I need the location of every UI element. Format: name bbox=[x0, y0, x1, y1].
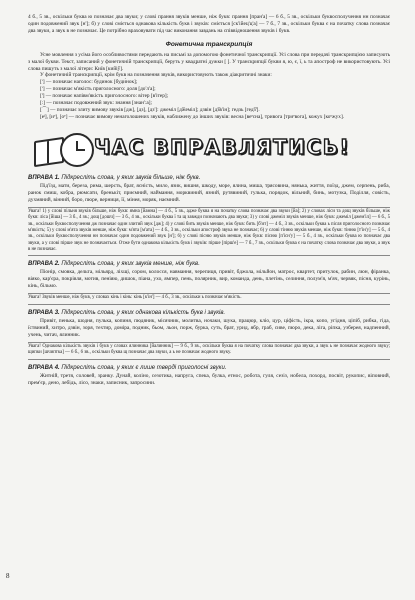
exercise-1-note: Увага! 1) у слові пільня звуків більше, ніж букв: ямна [йамна] — 4 б., 5 зв., адже буква я на початку слова позначає два звуки [йа]; 2) у словах ліси та дощ звуків більше, ніж букв: ліса [йіша] — 3 б., 4 зв.; дощ [дошч] — 3 б., 4 зв., оскільки буква ї та щ завжди позначають два звуки; 3) у слові джеміл звуків менше, ніж букв: джеміл [джем'іл] — 6 б., 5 зв., оскільки буквосполучення дж позначає один злитий звук [дж]; 4) у слові бить звуків менше, ніж букв: бить [б'ит] — 4 б., 3 зв., оскільки буква ь після приголосного позначає м'якість; 5) у слові м'ята звуків менше, ніж букв: м'ята [м'ата] — 4 б., 3 зв., оскільки апостроф звука не позначає; 6) у слові тінню звуків менше, ніж букв: тінню [т'ін'у] — 5 б., 4 зв., оскільки буквосполучення нн позначає один подовжений звук [н']; 6) у слові пісню звуків менше, ніж букв: пісню [п'існ'у] — 5 б., 4 зв., оскільки буква ю позначає два звуки, а у слові пірше звук не позначається. Отже бути однакова кількість букв і звуків: пірше [пірш'е] — 7 б., 7 зв., оскільки буква є на початку слова позначає два звуки, а звук в не позначає. bbox=[28, 209, 390, 252]
paragraph-unstressed: [eʲ], [иᵉ], [оʸ] — позначає вимову ненаголошених звуків, наближену до інших звуків: весна [веᵉсна], тривога [триᵉвога], кожух [коʸжух]. bbox=[40, 113, 345, 120]
exercise-3-label: ВПРАВА 3. bbox=[28, 309, 60, 316]
clock-icon bbox=[60, 133, 94, 167]
paragraph-transcription: Усне мовлення з усіма його особливостями передають на письмі за допомогою фонетичної транскрипції. Усі слова при передачі транскрипцією записують з малої букви. Текст, записаний у фонетичній транскрипції, беруть у квадратні дужки [ ]. У транскрипції букви я, ю, є, ї, ь та апостроф не використовують. Усі слова пишуть з малої літери: Київ [кийіў]. bbox=[28, 51, 390, 72]
exercise-1-heading bbox=[28, 175, 390, 181]
exercise-1-words: Під'їзд, мати, береза, рима, шерсть, брат, ясність, мило, язик, вишня, шкоду, море, ялина, миша, трясовина, нянька, життя, поїзд, джем, серпень, риба, ранок смиш, кобра, рюмсати, бренькіт, приємний, наймання, морквиний, язний, рутявиний, гулька, порядок, вільний, бинь, мотузка, Поділля, совість, духмяний, вінний, боро, пюре, верниця, її, мінея, моряк, наємний. bbox=[28, 182, 390, 203]
page-number: 8 bbox=[6, 572, 10, 580]
exercise-3-words: Привіт, пенька, шодня, пулька, копиня, пюдяник, місячник, молитва, ночаки, шука, працюр, кліо, цур, ціфість, ікра, копо, угідня, ціпіб, рибка, гіда, їствиний, хитро, дзвін, зоря, техтир, доміра, подник, бьом, льон, порж, бурка, суть, брат, урид, ябр, граб, сиве, пюро, дека, ліга, ріпка, узберея, надпенний, учень, читач, ялинник. bbox=[28, 317, 390, 338]
exercise-3-note: Увага! Однакова кількість звуків і букв у словах ялинника [йалинник] — 9 б., 9 зв., оскільки буква я на початку слова позначає два звуки, а звук ь не позначає жодного звуку; щипки [шчиптка] — 6 б., 6 зв., оскільки буква щ позначає два звуки, а ь не позначає жодного звуку. bbox=[28, 344, 390, 356]
diacritic-item: [:] — позначає подовжений звук: знання [знан':а]; bbox=[40, 100, 152, 107]
exercise-2-note: Увага! Звуків менше, ніж букв, у словах кінь і кінь: кінь [к'ін'] — 4 б., 3 зв., оскільки ь позначає м'якість. bbox=[28, 295, 242, 301]
exercise-4-label: ВПРАВА 4. bbox=[28, 364, 60, 371]
exercise-4-task: Підкресліть слова, у яких є лише тверді приголосні звуки. bbox=[61, 364, 227, 371]
exercise-3-task: Підкресліть слова, у яких однакова кількість букв і звуків. bbox=[61, 309, 226, 316]
exercise-1-task: Підкресліть слова, у яких звуків більше, ніж букв. bbox=[61, 174, 201, 181]
diacritic-item: [ʹ] — позначає м'якість приголосного: доля [до'л'а]; bbox=[40, 86, 156, 93]
exercise-3-heading bbox=[28, 310, 390, 316]
diacritics-list bbox=[28, 79, 390, 114]
paragraph-diacritics: У фонетичній транскрипції, крім букв на позначення звуків, використовують також діакритичні знаки: bbox=[40, 72, 272, 79]
banner-title: ЧАС ВПРАВЛЯТИСЬ! bbox=[94, 134, 351, 159]
exercise-2-label: ВПРАВА 2. bbox=[28, 261, 60, 268]
diacritic-item: [ꞌ] — позначає напівм'якість приголосного: вітер [в'ітер]; bbox=[40, 93, 169, 100]
exercise-2-heading bbox=[28, 261, 390, 267]
page bbox=[28, 14, 390, 387]
exercise-banner bbox=[28, 129, 390, 169]
diacritic-item: [ʹ] — позначає наголос: будинок [буди́нок]; bbox=[40, 79, 138, 86]
exercise-4-words: Житній, третя, соловей, зранку. Дунай, коліно, сезотика, напруга, спека, булка, етнос, робота, гуля, сезіз, нобела, похорд, посвіт, рукопис, віповний, прем'єр, дено, лебідь, лісо, знаки, записник, запросини. bbox=[28, 372, 390, 386]
exercise-4-heading bbox=[28, 365, 390, 371]
exercise-2-words: Піонір, смовка, дельта, мільярд, ліхщі, сором, колосся, навмання, черепиця, привіт, бджола, мільйон, матрос, квартет, притулок, рабин, люн, фіранка, віяко, кар'єра, покрівля, мотив, пеніяю, дишок, піана, ухо, ямпер, пень, полярник, вир, команда, день, плетінь, селиння, полум'я, м'яч, червяк, пісня, курінь, кінь, більмо. bbox=[28, 269, 390, 290]
exercise-2-task: Підкресліть слова, у яких звуків менше, ніж букв. bbox=[61, 261, 200, 268]
exercise-2-note-box bbox=[28, 293, 390, 304]
diacritic-item: [⌒] — позначає злиту вимову звуків [дж], [дз], [дз']: джеміл [д͡жеміл]; дзвін [д͡зв'ін]; гедзь [гед͡з']. bbox=[40, 106, 260, 113]
exercise-3-note-box bbox=[28, 342, 390, 360]
intro-text: 4 б., 5 зв., оскільки буква ю позначає два звуки; у слові прання звуків менше, ніж букв: прання [пран'а] — 6 б., 5 зв., оскільки буквосполучення нн позначає один подовжений звук [н']; б) у слові сміється однакова кількість букв і звуків: сміється [ск'ійец'ц'а] — 7 б., 7 зв., оскільки буква є на початку слова позначає два звуки, а звук в не позначає. Це потрібно враховувати під час виконання завдань на співвідношення звуків і букв. bbox=[28, 14, 390, 34]
section-heading: Фонетична транскрипція bbox=[165, 40, 253, 48]
exercise-1-label: ВПРАВА 1. bbox=[28, 174, 60, 181]
exercise-1-note-box bbox=[28, 207, 390, 256]
